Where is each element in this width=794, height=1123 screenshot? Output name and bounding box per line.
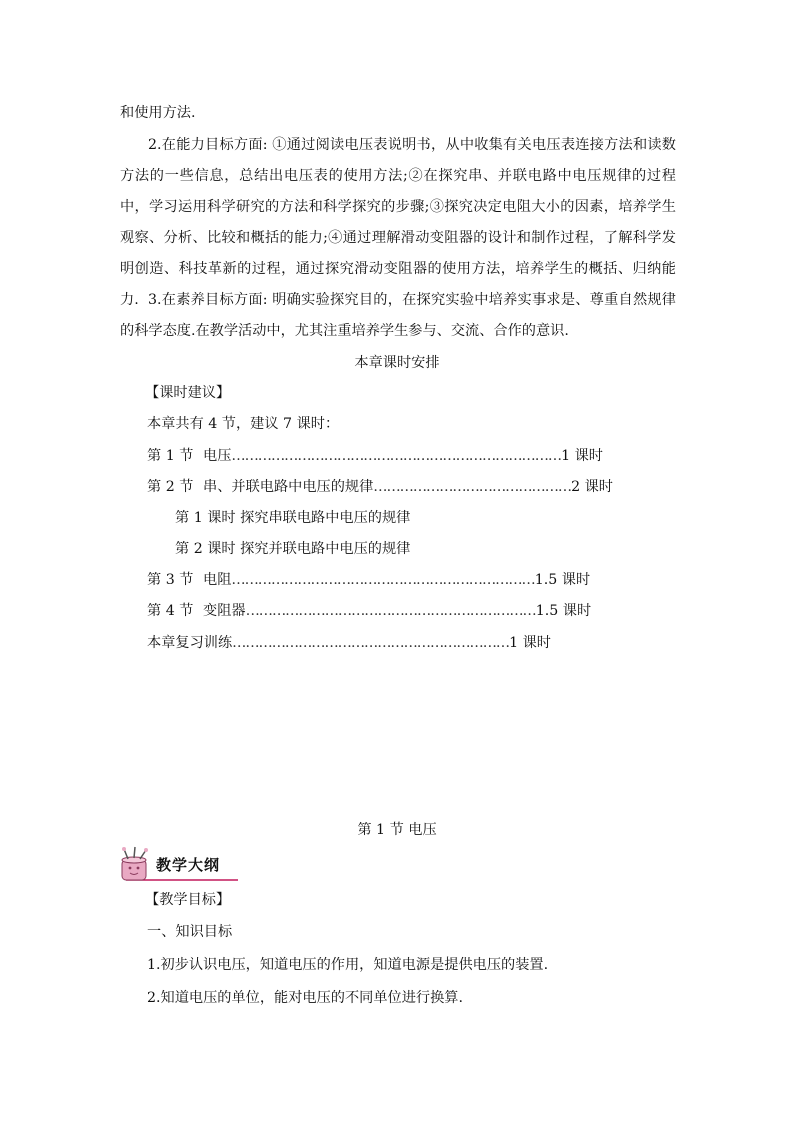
toc-name: 电阻: [203, 572, 232, 588]
toc-name: 变阻器: [203, 603, 246, 619]
literacy-goals-paragraph: 3.在素养目标方面: 明确实验探究目的，在探究实验中培养实事求是、尊重自然规律的科学态度.在教学活动中，尤其注重培养学生参与、交流、合作的意识.: [120, 292, 676, 339]
toc-num: 第 3 节: [147, 572, 194, 588]
toc-subitem: 第 2 课时 探究并联电路中电压的规律: [175, 541, 411, 557]
goals-heading: 【教学目标】: [145, 892, 231, 908]
section-title: 第 1 节 电压: [357, 822, 437, 838]
toc-num: 第 1 节: [147, 448, 194, 464]
toc-num: 第 4 节: [147, 603, 194, 619]
toc-row-review: [147, 633, 551, 653]
schedule-title: 本章课时安排: [354, 355, 440, 371]
toc-hours: 1.5 课时: [534, 572, 591, 588]
toc-name: 串、并联电路中电压的规律: [203, 479, 374, 495]
toc-row: [147, 446, 603, 466]
toc-hours: 2 课时: [571, 479, 613, 495]
schedule-summary: 本章共有 4 节，建议 7 课时：: [147, 416, 340, 432]
toc-hours: 1 课时: [509, 635, 551, 651]
toc-name: 本章复习训练: [147, 635, 233, 651]
ability-goals-paragraph: 2.在能力目标方面: ①通过阅读电压表说明书，从中收集有关电压表连接方法和读数方法的一些信息，总结出电压表的使用方法;②在探究串、并联电路中电压规律的过程中，学习运用科学研究的方法和科学探究的步骤;③探究决定电阻大小的因素，培养学生观察、分析、比较和概括的能力;④通过理解滑动变阻器的设计和制作过程，了解科学发明创造、科技革新的过程，通过探究滑动变阻器的使用方法，培养学生的概括、归纳能力.: [120, 137, 676, 308]
toc-row: [147, 570, 590, 590]
knowledge-item: 2.知道电压的单位，能对电压的不同单位进行换算.: [147, 990, 463, 1006]
toc-dots: …………………………………………………………………: [231, 448, 562, 464]
toc-hours: 1.5 课时: [535, 603, 592, 619]
badge-label: 教学大纲: [156, 856, 221, 874]
knowledge-heading: 一、知识目标: [147, 924, 233, 940]
teaching-outline-badge: [118, 846, 240, 884]
toc-row: [147, 477, 613, 497]
toc-name: 电压: [203, 448, 232, 464]
toc-hours: 1 课时: [561, 448, 603, 464]
toc-dots: ……………………………………………………………: [231, 572, 535, 588]
suggest-heading: 【课时建议】: [145, 385, 231, 401]
toc-dots: ………………………………………: [373, 479, 572, 495]
toc-subitem: 第 1 课时 探究串联电路中电压的规律: [175, 510, 411, 526]
intro-line: 和使用方法.: [120, 105, 196, 121]
toc-dots: ………………………………………………………: [232, 635, 510, 651]
toc-row: [147, 601, 591, 621]
knowledge-item: 1.初步认识电压，知道电压的作用，知道电源是提供电压的装置.: [147, 957, 549, 973]
toc-dots: …………………………………………………………: [245, 603, 536, 619]
toc-num: 第 2 节: [147, 479, 194, 495]
